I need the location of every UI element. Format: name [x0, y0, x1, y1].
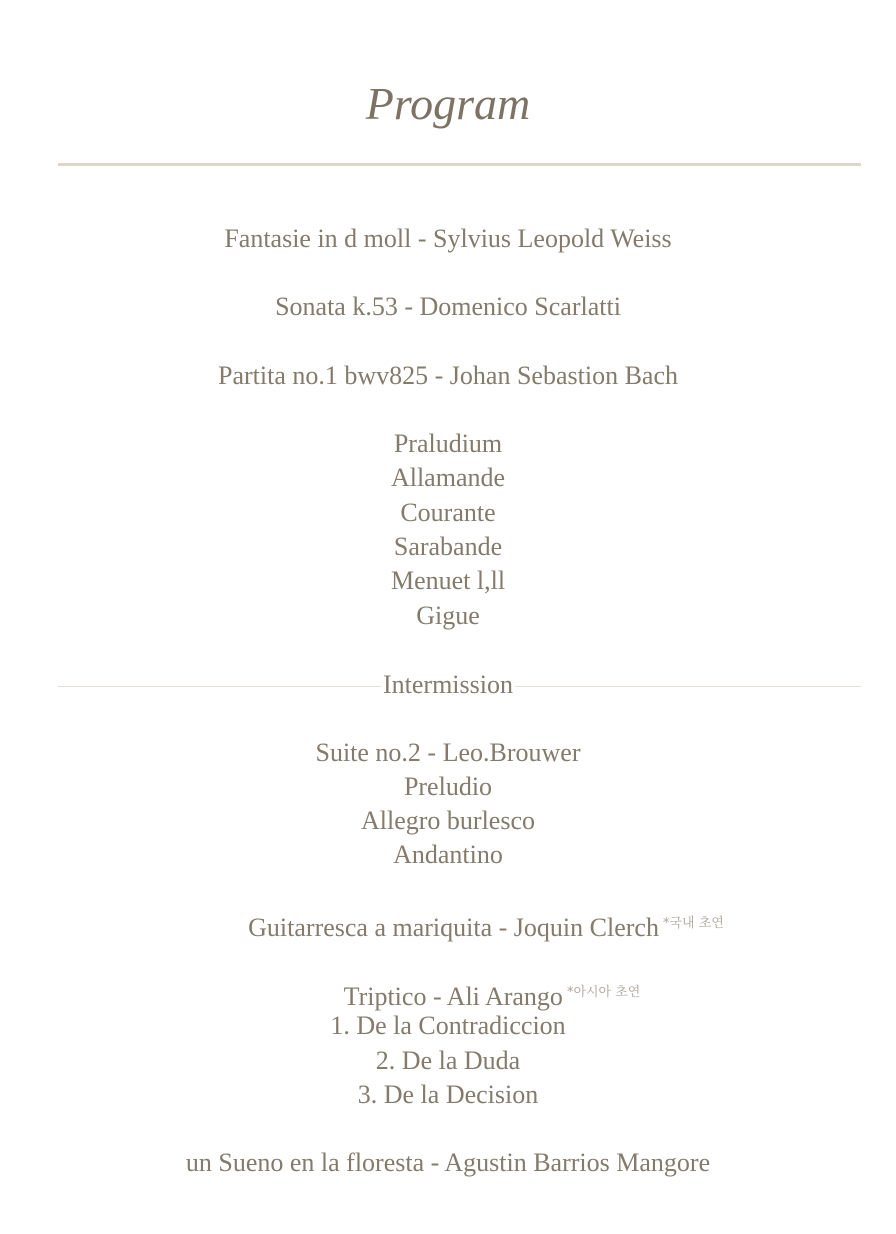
program-item-scarlatti: Sonata k.53 - Domenico Scarlatti: [275, 292, 621, 321]
page-title: Program: [365, 78, 531, 129]
program-item-bach: Partita no.1 bwv825 - Johan Sebastion Bach: [218, 361, 678, 390]
bach-movement: Courante: [400, 498, 496, 527]
intermission-label: [0, 668, 896, 702]
brouwer-movement: Andantino: [393, 840, 503, 869]
title-divider: [58, 163, 861, 166]
arango-movement: 2. De la Duda: [375, 1046, 521, 1075]
arango-premiere-note: *아시아 초연: [566, 985, 641, 1000]
arango-title: Triptico - Ali Arango: [343, 982, 563, 1011]
bach-movement: Praludium: [393, 429, 503, 458]
bach-movement: Allamande: [390, 463, 506, 492]
arango-movement: 3. De la Decision: [357, 1080, 539, 1109]
program-item-brouwer: Suite no.2 - Leo.Brouwer: [315, 738, 581, 767]
bach-movement: Menuet l,ll: [390, 566, 506, 595]
arango-movement: 1. De la Contradiccion: [330, 1011, 566, 1040]
clerch-premiere-note: *국내 초연: [662, 916, 724, 931]
clerch-title: Guitarresca a mariquita - Joquin Clerch: [248, 913, 659, 942]
bach-movement: Sarabande: [393, 532, 503, 561]
program-item-weiss: Fantasie in d moll - Sylvius Leopold Weiss: [224, 224, 672, 253]
program-item-barrios: un Sueno en la floresta - Agustin Barrios Mangore: [185, 1148, 711, 1177]
bach-movement: Gigue: [416, 601, 480, 630]
brouwer-movement: Preludio: [403, 772, 493, 801]
program-item-clerch: [38, 907, 896, 945]
brouwer-movement: Allegro burlesco: [360, 806, 535, 835]
intermission-text: Intermission: [383, 670, 513, 699]
